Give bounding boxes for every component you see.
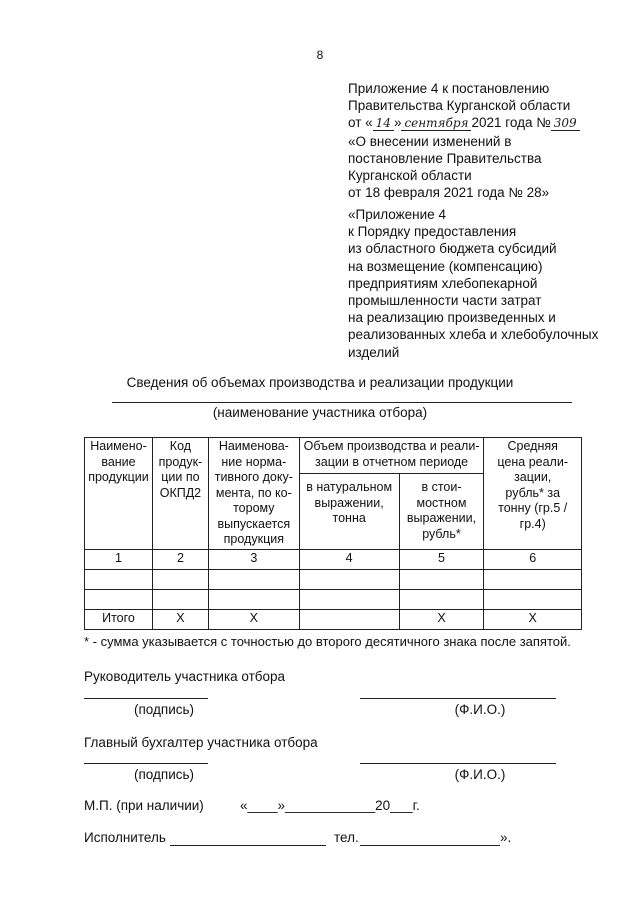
empty-cell: [85, 589, 153, 609]
stamp-label: М.П. (при наличии): [84, 798, 204, 813]
empty-cell: [152, 569, 208, 589]
header-volume-group: Объем производства и реали- зации в отчетном периоде: [299, 438, 484, 474]
head-signature-line: [84, 698, 208, 699]
accountant-label: Главный бухгалтер участника отбора: [84, 735, 318, 750]
empty-cell: [399, 569, 484, 589]
date-prefix: от «: [348, 115, 373, 131]
appendix-line-5: постановление Правительства: [348, 150, 542, 166]
empty-cell: [399, 589, 484, 609]
header-average-price: Средняя цена реали- зации, рубль* за тонну (гр.5 / гр.4): [484, 438, 582, 550]
total-cell: Х: [152, 609, 208, 629]
empty-cell: [152, 589, 208, 609]
appendix-header: [348, 80, 580, 201]
header-monetary-volume: в стои- мостном выражении, рубль*: [399, 474, 484, 549]
order-line: на возмещение (компенсацию): [348, 258, 543, 274]
phone-label: тел.: [334, 830, 359, 845]
order-line: «Приложение 4: [348, 207, 446, 222]
total-label: Итого: [85, 609, 153, 629]
handwritten-day: 14: [373, 116, 394, 131]
accountant-sign-caption: (подпись): [133, 767, 195, 782]
header-natural-volume: в натуральном выражении, тонна: [299, 474, 399, 549]
appendix-date-line: [348, 114, 580, 132]
total-cell: Х: [208, 609, 299, 629]
empty-cell: [484, 569, 582, 589]
order-line: к Порядку предоставления: [348, 224, 517, 240]
column-number: 6: [484, 549, 582, 569]
head-name-line: [360, 698, 556, 699]
accountant-name-line: [360, 763, 556, 764]
page-number: 8: [316, 48, 324, 62]
total-cell: [299, 609, 399, 629]
appendix-line-7: от 18 февраля 2021 года № 28»: [348, 185, 550, 201]
handwritten-month: сентября: [401, 116, 471, 131]
phone-line: [360, 845, 500, 846]
total-row: [85, 609, 582, 629]
header-normative-document: Наименова- ние норма- тивного доку- мента, по ко- торому выпускается продукция: [208, 438, 299, 550]
footnote: * - сумма указывается с точностью до второго десятичного знака после запятой.: [84, 634, 571, 649]
empty-cell: [299, 569, 399, 589]
appendix-line-4: «О внесении изменений в: [348, 133, 512, 149]
empty-cell: [484, 589, 582, 609]
participant-name-line: [112, 402, 572, 403]
column-number: 4: [299, 549, 399, 569]
total-cell: Х: [484, 609, 582, 629]
order-line: промышленности части затрат: [348, 293, 542, 309]
empty-cell: [208, 569, 299, 589]
production-table: [84, 437, 582, 630]
table-header-row: [85, 438, 582, 474]
order-line: предприятиям хлебопекарной: [348, 275, 538, 291]
empty-cell: [208, 589, 299, 609]
executor-line: [170, 845, 326, 846]
order-line: изделий: [348, 344, 400, 360]
column-number: 5: [399, 549, 484, 569]
appendix-line-6: Курганской области: [348, 168, 472, 184]
table-row: [85, 589, 582, 609]
date-year: 2021 года №: [471, 115, 551, 131]
accountant-signature-line: [84, 763, 208, 764]
executor-end: ».: [500, 830, 512, 845]
participant-caption: (наименование участника отбора): [212, 405, 428, 420]
stamp-date: «____»____________20___г.: [240, 798, 420, 813]
table-row: [85, 549, 582, 569]
order-line: на реализацию произведенных и: [348, 310, 556, 326]
appendix-line-1: Приложение 4 к постановлению: [348, 81, 550, 96]
total-cell: Х: [399, 609, 484, 629]
head-label: Руководитель участника отбора: [84, 669, 286, 684]
table-row: [85, 569, 582, 589]
column-number: 2: [152, 549, 208, 569]
order-line: из областного бюджета субсидий: [348, 241, 557, 257]
appendix-line-2: Правительства Курганской области: [348, 98, 571, 114]
column-number: 1: [85, 549, 153, 569]
document-title: Сведения об объемах производства и реализации продукции: [126, 375, 514, 390]
accountant-name-caption: (Ф.И.О.): [454, 767, 506, 782]
order-header: [348, 206, 598, 361]
handwritten-number: 309: [551, 116, 580, 131]
head-sign-caption: (подпись): [133, 702, 195, 717]
column-number: 3: [208, 549, 299, 569]
order-line: реализованных хлеба и хлебобулочных: [348, 327, 599, 343]
empty-cell: [299, 589, 399, 609]
head-name-caption: (Ф.И.О.): [454, 702, 506, 717]
empty-cell: [85, 569, 153, 589]
date-quote: »: [393, 115, 402, 131]
header-okpd2-code: Код продук- ции по ОКПД2: [152, 438, 208, 550]
executor-label: Исполнитель: [84, 830, 166, 845]
header-product: Наимено- вание продукции: [85, 438, 153, 550]
